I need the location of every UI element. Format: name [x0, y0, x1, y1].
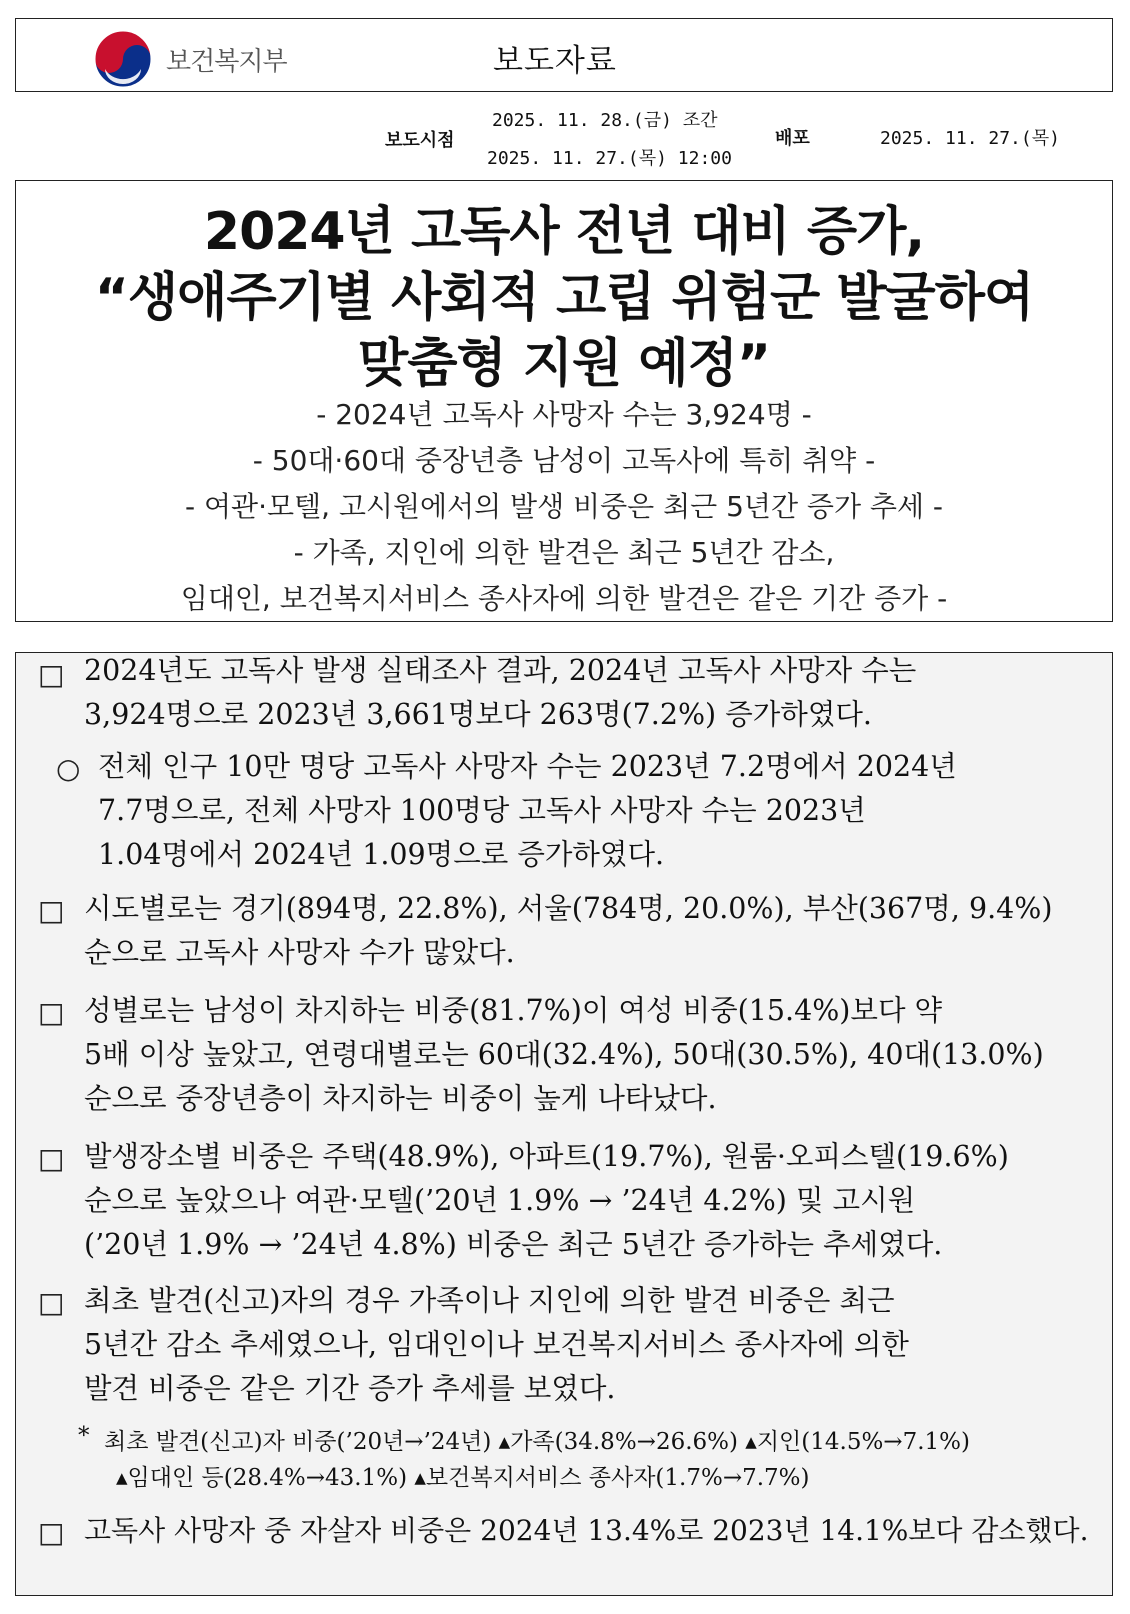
release-date-embargo: 2025. 11. 27.(목) 12:00	[487, 148, 732, 169]
header-box	[15, 18, 1113, 92]
paragraph-line: 순으로 높았으나 여관·모텔(’20년 1.9% → ’24년 4.2%) 및 고시원	[84, 1184, 916, 1217]
paragraph-line: 5배 이상 높았고, 연령대별로는 60대(32.4%), 50대(30.5%), 40대(13.0%)	[84, 1038, 1044, 1071]
circle-bullet: ○	[56, 752, 81, 785]
paragraph-line: 1.04명에서 2024년 1.09명으로 증가하였다.	[98, 838, 665, 871]
government-taegeuk-logo-icon	[93, 29, 153, 89]
paragraph-line: 2024년도 고독사 발생 실태조사 결과, 2024년 고독사 사망자 수는	[84, 654, 917, 687]
paragraph-line: 전체 인구 10만 명당 고독사 사망자 수는 2023년 7.2명에서 2024년	[98, 750, 957, 783]
paragraph-line: 발생장소별 비중은 주택(48.9%), 아파트(19.7%), 원룸·오피스텔(19.6%)	[84, 1140, 1009, 1173]
release-time-label: 보도시점	[385, 130, 455, 151]
paragraph-line: 순으로 고독사 사망자 수가 많았다.	[84, 936, 515, 969]
body-box	[15, 652, 1113, 1596]
paragraph-line: 최초 발견(신고)자의 경우 가족이나 지인에 의한 발견 비중은 최근	[84, 1284, 895, 1317]
subheadline: - 2024년 고독사 사망자 수는 3,924명 -	[316, 398, 812, 431]
paragraph-line: 3,924명으로 2023년 3,661명보다 263명(7.2%) 증가하였다.	[84, 698, 872, 731]
paragraph-line: 7.7명으로, 전체 사망자 100명당 고독사 사망자 수는 2023년	[98, 794, 866, 827]
headline-line: “생애주기별 사회적 고립 위험군 발굴하여	[94, 268, 1034, 328]
headline-line: 2024년 고독사 전년 대비 증가,	[203, 202, 925, 262]
paragraph-line: 발견 비중은 같은 기간 증가 추세를 보였다.	[84, 1372, 616, 1405]
subheadline: - 50대·60대 중장년층 남성이 고독사에 특히 취약 -	[252, 444, 876, 477]
distribution-date: 2025. 11. 27.(목)	[880, 128, 1060, 149]
paragraph-line: 순으로 중장년층이 차지하는 비중이 높게 나타났다.	[84, 1082, 717, 1115]
subheadline: - 가족, 지인에 의한 발견은 최근 5년간 감소,	[293, 536, 835, 569]
paragraph-line: 성별로는 남성이 차지하는 비중(81.7%)이 여성 비중(15.4%)보다 약	[84, 994, 943, 1027]
distribution-label: 배포	[775, 128, 810, 149]
subheadline: 임대인, 보건복지서비스 종사자에 의한 발견은 같은 기간 증가 -	[180, 582, 948, 615]
paragraph-line: 고독사 사망자 중 자살자 비중은 2024년 13.4%로 2023년 14.1%보다 감소했다.	[84, 1514, 1089, 1547]
release-date-morning: 2025. 11. 28.(금) 조간	[492, 110, 718, 131]
note-asterisk: *	[78, 1423, 90, 1449]
square-bullet: □	[38, 1142, 65, 1175]
headline-line: 맞춤형 지원 예정”	[357, 334, 770, 394]
square-bullet: □	[38, 996, 65, 1029]
square-bullet: □	[38, 1286, 65, 1319]
square-bullet: □	[38, 658, 65, 691]
square-bullet: □	[38, 894, 65, 927]
paragraph-line: 시도별로는 경기(894명, 22.8%), 서울(784명, 20.0%), 부산(367명, 9.4%)	[84, 892, 1053, 925]
note-line: 최초 발견(신고)자 비중(’20년→’24년) ▴가족(34.8%→26.6%) ▴지인(14.5%→7.1%)	[104, 1429, 970, 1455]
paragraph-line: (’20년 1.9% → ’24년 4.8%) 비중은 최근 5년간 증가하는 추세였다.	[84, 1228, 943, 1261]
note-line: ▴임대인 등(28.4%→43.1%) ▴보건복지서비스 종사자(1.7%→7.7%)	[116, 1465, 810, 1491]
headline-box	[15, 180, 1113, 622]
paragraph-line: 5년간 감소 추세였으나, 임대인이나 보건복지서비스 종사자에 의한	[84, 1328, 909, 1361]
subheadline: - 여관·모텔, 고시원에서의 발생 비중은 최근 5년간 증가 추세 -	[184, 490, 944, 523]
square-bullet: □	[38, 1516, 65, 1549]
ministry-name: 보건복지부	[166, 47, 287, 77]
document-type: 보도자료	[493, 43, 617, 79]
